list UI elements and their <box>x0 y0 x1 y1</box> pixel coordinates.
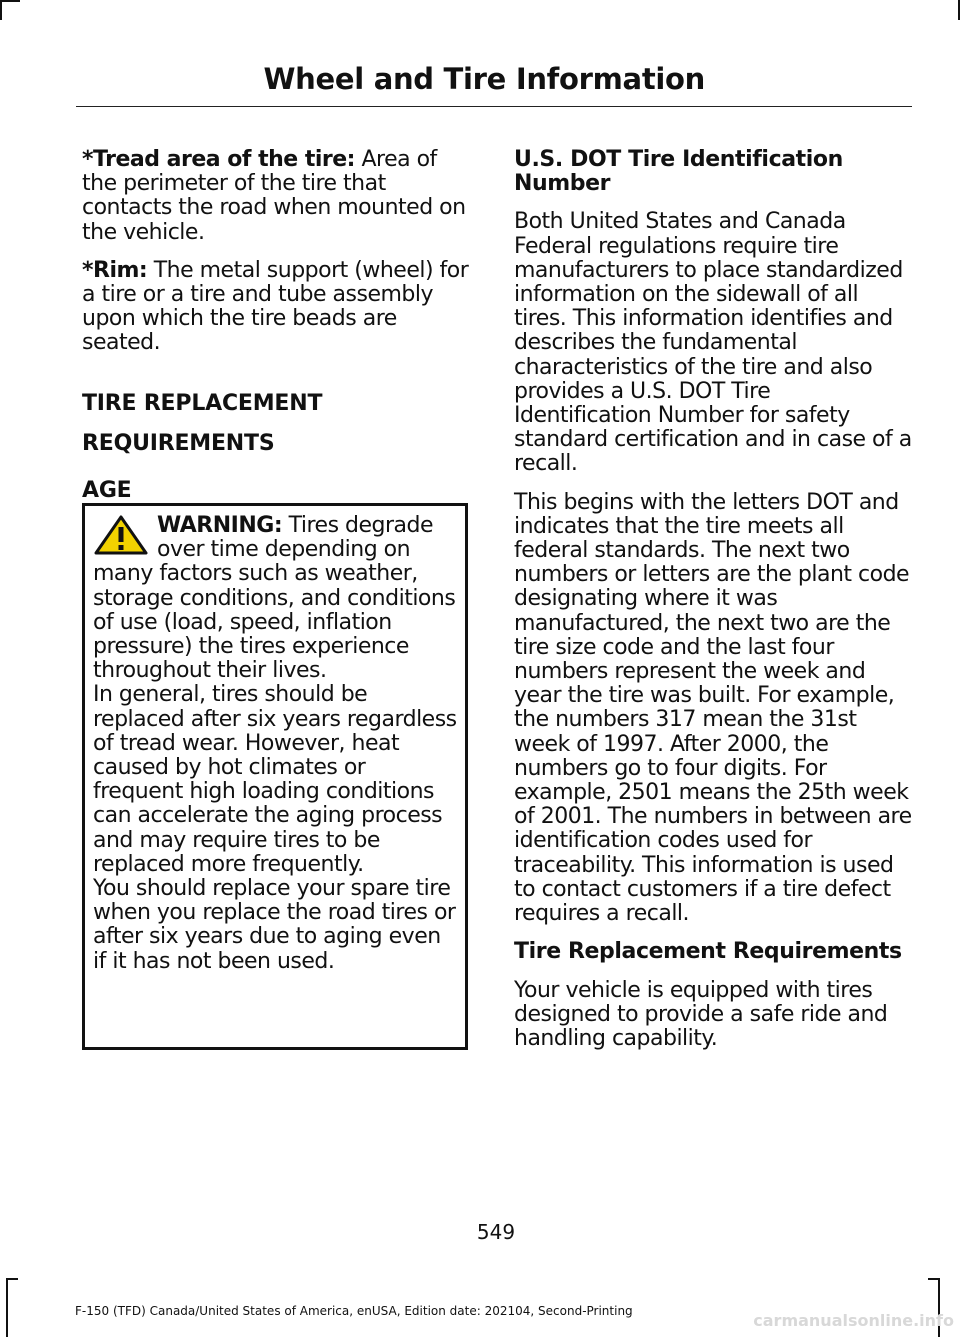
subsection-heading: AGE <box>82 477 132 503</box>
section-heading: REQUIREMENTS <box>82 430 275 456</box>
right-column <box>514 148 912 1065</box>
section-heading: U.S. DOT Tire Identification Number <box>514 147 843 197</box>
crop-mark <box>0 0 20 2</box>
crop-mark <box>0 0 2 20</box>
crop-mark <box>6 1278 18 1280</box>
definition-text: The metal support (wheel) for a tire or a tire and tube assembly upon which the tire beads are seated. <box>82 257 469 356</box>
left-column <box>82 148 474 503</box>
term-label: *Tread area of the tire: <box>82 147 355 172</box>
term-label: *Rim: <box>82 257 148 283</box>
warning-paragraph <box>93 514 459 683</box>
warning-label: WARNING: <box>157 513 283 538</box>
header-divider <box>76 106 912 107</box>
warning-text: Tires degrade over time depending on many factors such as weather, storage conditions, and conditions of use (load, speed, inflation pressure) the tires experience throughout their lives. <box>93 513 456 684</box>
crop-mark <box>928 1278 940 1280</box>
paragraph: This begins with the letters DOT and indicates that the tire meets all federal standards. The next two numbers or letters are the plant code designating where it was manufactured, the next two are the tire size code and the last four numbers represent the week and year the tire was built. For example, the numbers 317 mean the 31st week of 1997. After 2000, the numbers go to four digits. For example, 2501 means the 25th week of 2001. The numbers in between are identification codes used for traceability. This information is used to contact customers if a tire defect requires a recall. <box>514 489 912 927</box>
section-heading: TIRE REPLACEMENT <box>82 390 323 416</box>
page-number: 549 <box>476 1220 516 1244</box>
paragraph: Both United States and Canada Federal regulations require tire manufacturers to place standardized information on the sidewall of all tires. This information identifies and describes the fundamental characteristics of the tire and also provides a U.S. DOT Tire Identification Number for safety standard certification and in case of a recall. <box>514 209 912 477</box>
definition-rim <box>82 259 474 356</box>
warning-paragraph: You should replace your spare tire when you replace the road tires or after six years due to aging even if it has not been used. <box>93 876 456 974</box>
warning-paragraph: In general, tires should be replaced after six years regardless of tread wear. However, heat caused by hot climates or frequent high loading conditions can accelerate the aging process and may require tires to be replaced more frequently. <box>93 682 457 877</box>
definition-tread-area <box>82 148 474 245</box>
footer-edition: F-150 (TFD) Canada/United States of America, enUSA, Edition date: 202104, Second-Printing <box>75 1304 633 1318</box>
crop-mark <box>6 1278 8 1337</box>
page-title: Wheel and Tire Information <box>263 62 705 96</box>
paragraph: Your vehicle is equipped with tires designed to provide a safe ride and handling capability. <box>514 977 888 1051</box>
warning-triangle-icon <box>93 514 149 556</box>
definition-text: Area of the perimeter of the tire that contacts the road when mounted on the vehicle. <box>82 147 466 245</box>
watermark: carmanualsonline.info <box>753 1311 954 1330</box>
section-heading: Tire Replacement Requirements <box>514 939 902 965</box>
warning-box <box>82 503 468 1050</box>
